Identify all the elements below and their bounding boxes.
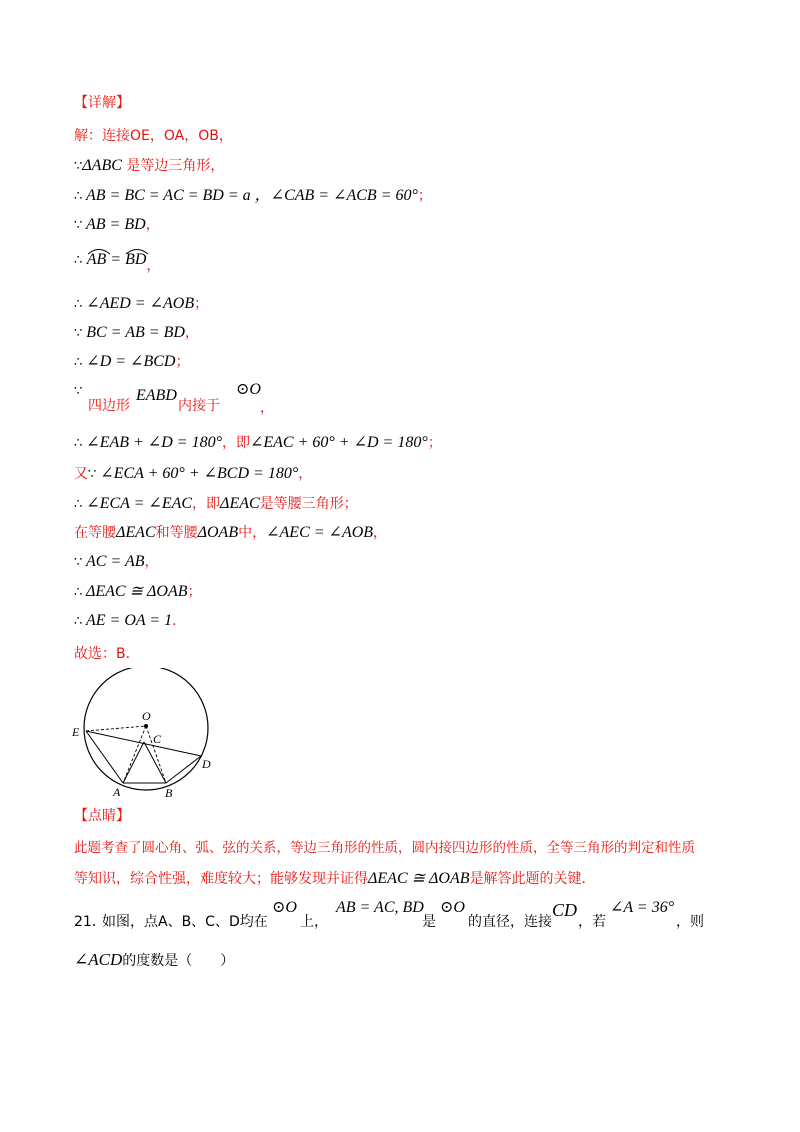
segment-oa xyxy=(123,726,146,783)
line-4-arcs: ∴ AB = BD， xyxy=(74,250,160,271)
arc-mark xyxy=(125,247,149,255)
geometry-figure xyxy=(66,668,226,802)
center-point xyxy=(144,724,148,728)
question-21-cont: ∠ACD的度数是（ ） xyxy=(74,950,235,969)
label-o: O xyxy=(142,709,151,723)
label-c: C xyxy=(153,732,162,746)
line-10: 又∵ ∠ECA + 60° + ∠BCD = 180°， xyxy=(74,465,313,482)
line-11: ∴ ∠ECA = ∠EAC，即ΔEAC是等腰三角形； xyxy=(74,495,358,512)
line-7: ∴ ∠D = ∠BCD； xyxy=(74,353,190,370)
label-b: B xyxy=(165,786,173,800)
line-15: ∴ AE = OA = 1． xyxy=(74,612,187,629)
arc-mark xyxy=(87,247,111,255)
line-12: 在等腰ΔEAC和等腰ΔOAB中，∠AEC = ∠AOB， xyxy=(74,524,388,541)
segment-oe xyxy=(86,726,146,731)
line-3: ∵ AB = BD， xyxy=(74,216,160,233)
label-d: D xyxy=(202,757,211,771)
line-5: ∴ ∠AED = ∠AOB； xyxy=(74,295,209,312)
line-13: ∵ AC = AB， xyxy=(74,553,159,570)
line-6: ∵ BC = AB = BD， xyxy=(74,324,199,341)
circle-o xyxy=(84,668,208,790)
segment-bd xyxy=(166,756,201,783)
line-2: ∴ AB = BC = AC = BD = a ，∠CAB = ∠ACB = 60°； xyxy=(74,187,432,204)
segment-ac xyxy=(123,742,144,783)
heading-detail: 【详解】 xyxy=(74,95,130,111)
line-9: ∴ ∠EAB + ∠D = 180°，即∠EAC + 60° + ∠D = 180°； xyxy=(74,434,442,451)
solution-intro: 解：连接OE，OA，OB， xyxy=(74,128,233,144)
comment-line-2: 等知识，综合性强，难度较大；能够发现并证得ΔEAC ≅ ΔOAB是解答此题的关键． xyxy=(74,870,596,887)
comment-line-1: 此题考查了圆心角、弧、弦的关系，等边三角形的性质，圆内接四边形的性质，全等三角形的判定和性质 xyxy=(74,840,695,856)
answer-choice: 故选：B． xyxy=(74,646,140,662)
heading-comment: 【点睛】 xyxy=(74,808,130,824)
label-a: A xyxy=(113,785,121,799)
line-1: ∵ΔABC 是等边三角形， xyxy=(74,157,225,174)
label-e: E xyxy=(72,725,80,739)
line-14: ∴ ΔEAC ≅ ΔOAB； xyxy=(74,583,202,600)
